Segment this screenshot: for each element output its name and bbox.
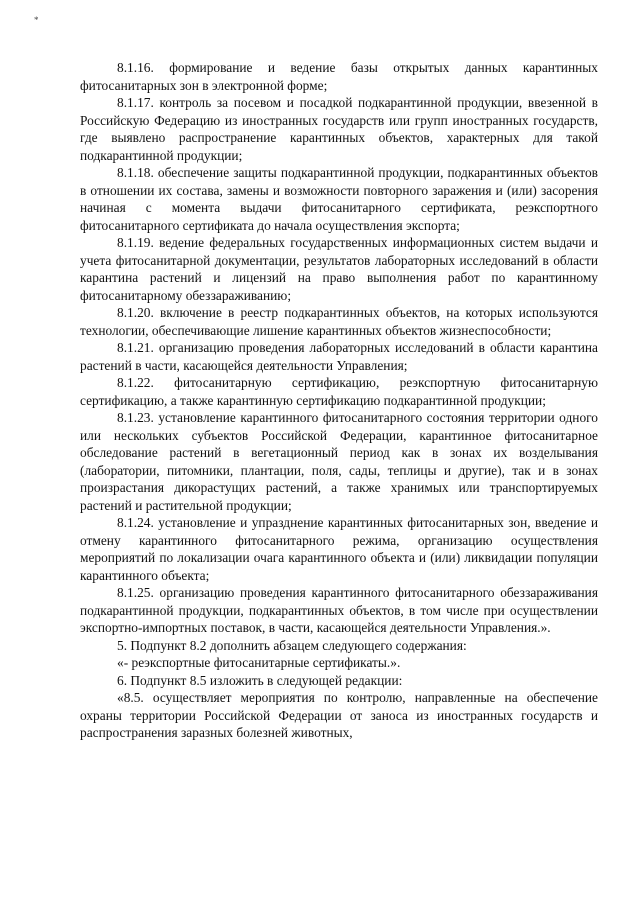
paragraph-8-1-18: 8.1.18. обеспечение защиты подкарантинной продукции, подкарантинных объектов в отношении их состава, замены и возможности повторного заражения и (или) засорения начиная с момента выдачи фитосанитарного сертификата, реэкспортного фитосанитарного сертификата до начала осуществления экспорта; [80, 165, 598, 233]
paragraph-8-1-19: 8.1.19. ведение федеральных государственных информационных систем выдачи и учета фитосанитарной документации, результатов лабораторных исследований в области карантина растений и лицензий на право выполнения работ по карантинному фитосанитарному обеззараживанию; [80, 235, 598, 303]
paragraph-8-1-25: 8.1.25. организацию проведения карантинного фитосанитарного обеззараживания подкарантинной продукции, подкарантинных объектов, в том числе при осуществлении экспортно-импортных поставок, в части, касающейся деятельности Управления.». [80, 585, 598, 635]
paragraph-8-1-17: 8.1.17. контроль за посевом и посадкой подкарантинной продукции, ввезенной в Российскую Федерацию из иностранных государств или групп иностранных государств, где выявлено распространение карантинных объектов, характерных для такой подкарантинной продукции; [80, 95, 598, 163]
corner-mark: * [34, 15, 39, 25]
paragraph-item-5-quote: «- реэкспортные фитосанитарные сертификаты.». [117, 655, 401, 670]
paragraph-8-1-16: 8.1.16. формирование и ведение базы открытых данных карантинных фитосанитарных зон в электронной форме; [80, 60, 598, 93]
paragraph-item-5: 5. Подпункт 8.2 дополнить абзацем следующего содержания: [117, 637, 467, 653]
paragraph-8-1-23: 8.1.23. установление карантинного фитосанитарного состояния территории одного или нескольких субъектов Российской Федерации, карантинное фитосанитарное обследование растений в вегетационный период как в зонах их возделывания (лаборатории, питомники, плантации, поля, сады, теплицы и другие), так и в зонах произрастания дикорастущих растений, а также хранимых или транспортируемых растений и растительной продукции; [80, 410, 598, 513]
paragraph-item-6: 6. Подпункт 8.5 изложить в следующей редакции: [117, 672, 403, 688]
paragraph-8-1-22: 8.1.22. фитосанитарную сертификацию, реэкспортную фитосанитарную сертификацию, а также карантинную сертификацию подкарантинной продукции; [80, 375, 598, 408]
paragraph-8-5: «8.5. осуществляет мероприятия по контролю, направленные на обеспечение охраны территории Российской Федерации от заноса из иностранных государств и распространения заразных болезней животных, [80, 690, 598, 740]
paragraph-8-1-21: 8.1.21. организацию проведения лабораторных исследований в области карантина растений в части, касающейся деятельности Управления; [80, 340, 598, 373]
document-body [80, 59, 598, 742]
paragraph-8-1-24: 8.1.24. установление и упразднение карантинных фитосанитарных зон, введение и отмену карантинного фитосанитарного режима, организацию осуществления мероприятий по локализации очага карантинного объекта и (или) ликвидации популяции карантинного объекта; [80, 515, 598, 583]
paragraph-8-1-20: 8.1.20. включение в реестр подкарантинных объектов, на которых используются технологии, обеспечивающие лишение карантинных объектов жизнеспособности; [80, 305, 598, 338]
